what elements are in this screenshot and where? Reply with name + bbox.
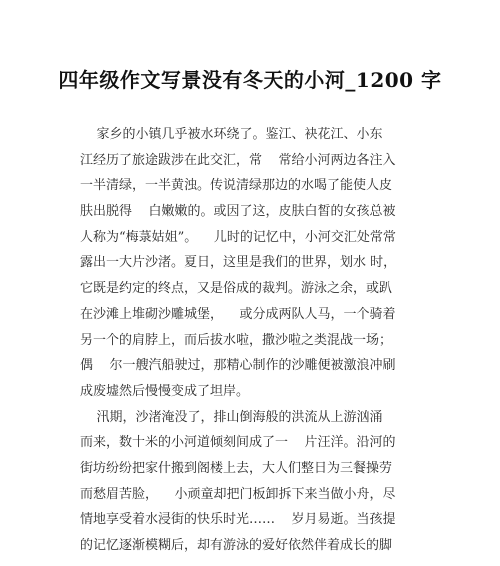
body-line: 一半清绿，一半黄浊。传说清绿那边的水喝了能使人皮 [80, 178, 393, 194]
body-line: 而来，数十米的小河道倾刻间成了一 片汪洋。沿河的 [80, 435, 396, 451]
body-line: 肤出脱得 白嫩嫩的。或因了这，皮肤白皙的女孩总被 [80, 204, 396, 220]
body-line: 江经历了旅途跋涉在此交汇，常 常给小河两边各注入 [80, 152, 396, 168]
body-line: 另一个的肩脖上，而后拔水啦，撒沙啦之类混战一场； [80, 332, 393, 348]
article-body [80, 122, 430, 559]
body-line: 成废墟然后慢慢变成了坦岸。 [80, 383, 250, 399]
body-line: 偶 尔一艘汽船驶过，那精心制作的沙雕便被激浪冲刷 [80, 358, 396, 374]
document-title: 四年级作文写景没有冬天的小河_1200 字 [58, 68, 442, 92]
body-line: 情地享受着水浸街的快乐时光…… 岁月易逝。当孩提 [80, 512, 396, 528]
body-line: 汛期，沙渚淹没了，排山倒海般的洪流从上游汹涌 [80, 409, 383, 425]
body-line: 露出一大片沙渚。夏日，这里是我们的世界，划水 时， [80, 255, 397, 271]
body-line: 的记忆逐渐模糊后，却有游泳的爱好依然伴着成长的脚 [80, 538, 393, 553]
body-line: 人称为“梅菉姑姐”。 儿时的记忆中，小河交汇处常常 [80, 229, 396, 245]
body-line: 它既是约定的终点，又是俗成的裁判。游泳之余，或趴 [80, 281, 393, 297]
body-line: 家乡的小镇几乎被水环绕了。鉴江、袂花江、小东 [80, 127, 383, 142]
body-line: 而愁眉苦脸， 小顽童却把门板卸拆下来当做小舟，尽 [80, 486, 396, 502]
body-line: 街坊纷纷把家什搬到阁楼上去，大人们整日为三餐操劳 [80, 460, 393, 476]
body-line: 在沙滩上堆砌沙雕城堡， 或分成两队人马，一个骑着 [80, 306, 396, 322]
